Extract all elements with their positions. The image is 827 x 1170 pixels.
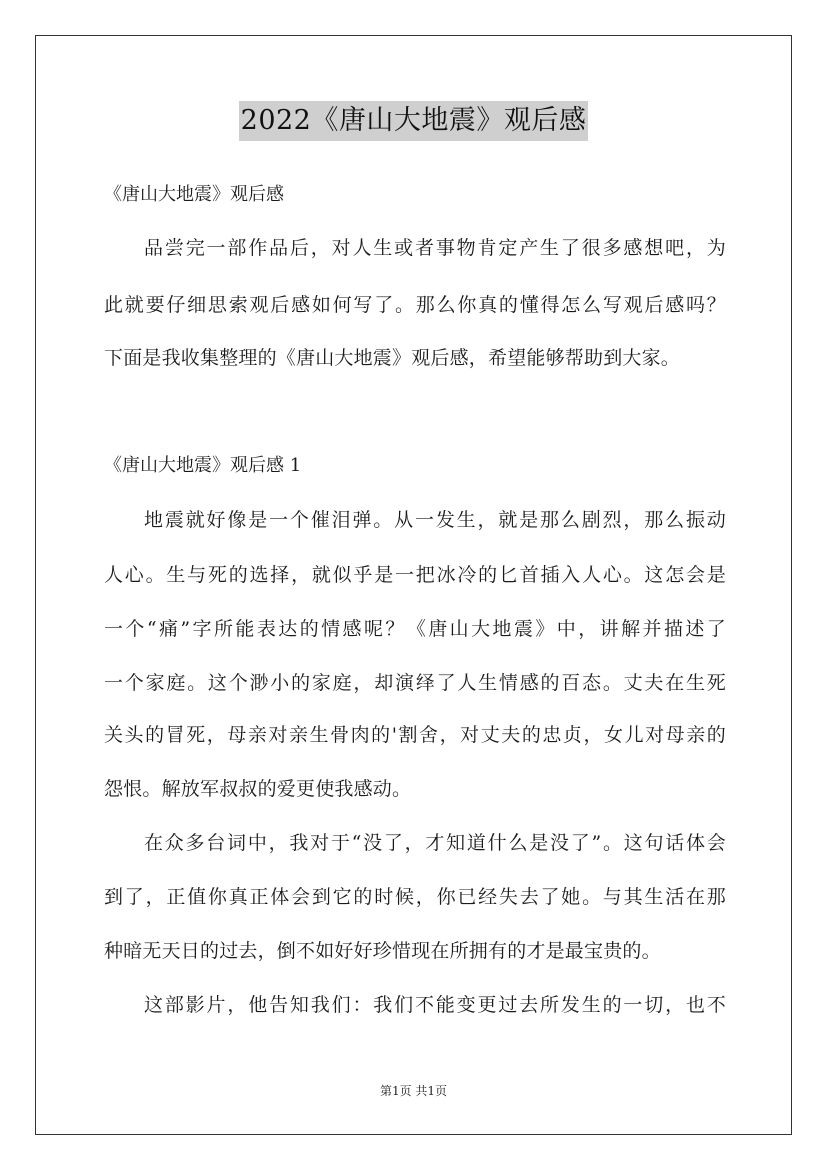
- section-heading: 《唐山大地震》观后感 1: [104, 455, 302, 476]
- intro-heading: 《唐山大地震》观后感: [104, 184, 284, 205]
- paragraph-line: 在众多台词中，我对于“没了，才知道什么是没了”。这句话体会: [144, 832, 726, 854]
- document-title: 2022《唐山大地震》观后感: [239, 101, 589, 141]
- page-footer: 第1页 共1页: [379, 1084, 448, 1098]
- paragraph-line: 地震就好像是一个催泪弹。从一发生，就是那么剧烈，那么振动: [144, 509, 726, 531]
- title-wrapper: [0, 101, 827, 141]
- paragraph-line: 种暗无天日的过去，倒不如好好珍惜现在所拥有的才是最宝贵的。: [104, 940, 661, 962]
- paragraph-line: 品尝完一部作品后，对人生或者事物肯定产生了很多感想吧，为: [144, 237, 726, 259]
- paragraph-line: 关头的冒死，母亲对亲生骨肉的'割舍，对丈夫的忠贞，女儿对母亲的: [104, 724, 726, 746]
- paragraph-line: 一个“痛”字所能表达的情感呢？《唐山大地震》中，讲解并描述了: [104, 618, 726, 640]
- paragraph-line: 下面是我收集整理的《唐山大地震》观后感，希望能够帮助到大家。: [104, 347, 681, 369]
- paragraph-line: 一个家庭。这个渺小的家庭，却演绎了人生情感的百态。丈夫在生死: [104, 672, 726, 694]
- paragraph-line: 此就要仔细思索观后感如何写了。那么你真的懂得怎么写观后感吗？: [104, 294, 726, 316]
- paragraph-line: 人心。生与死的选择，就似乎是一把冰冷的匕首插入人心。这怎会是: [104, 564, 726, 586]
- paragraph-line: 怨恨。解放军叔叔的爱更使我感动。: [104, 778, 412, 800]
- paragraph-line: 这部影片，他告知我们：我们不能变更过去所发生的一切，也不: [144, 994, 726, 1016]
- paragraph-line: 到了，正值你真正体会到它的时候，你已经失去了她。与其生活在那: [104, 886, 726, 908]
